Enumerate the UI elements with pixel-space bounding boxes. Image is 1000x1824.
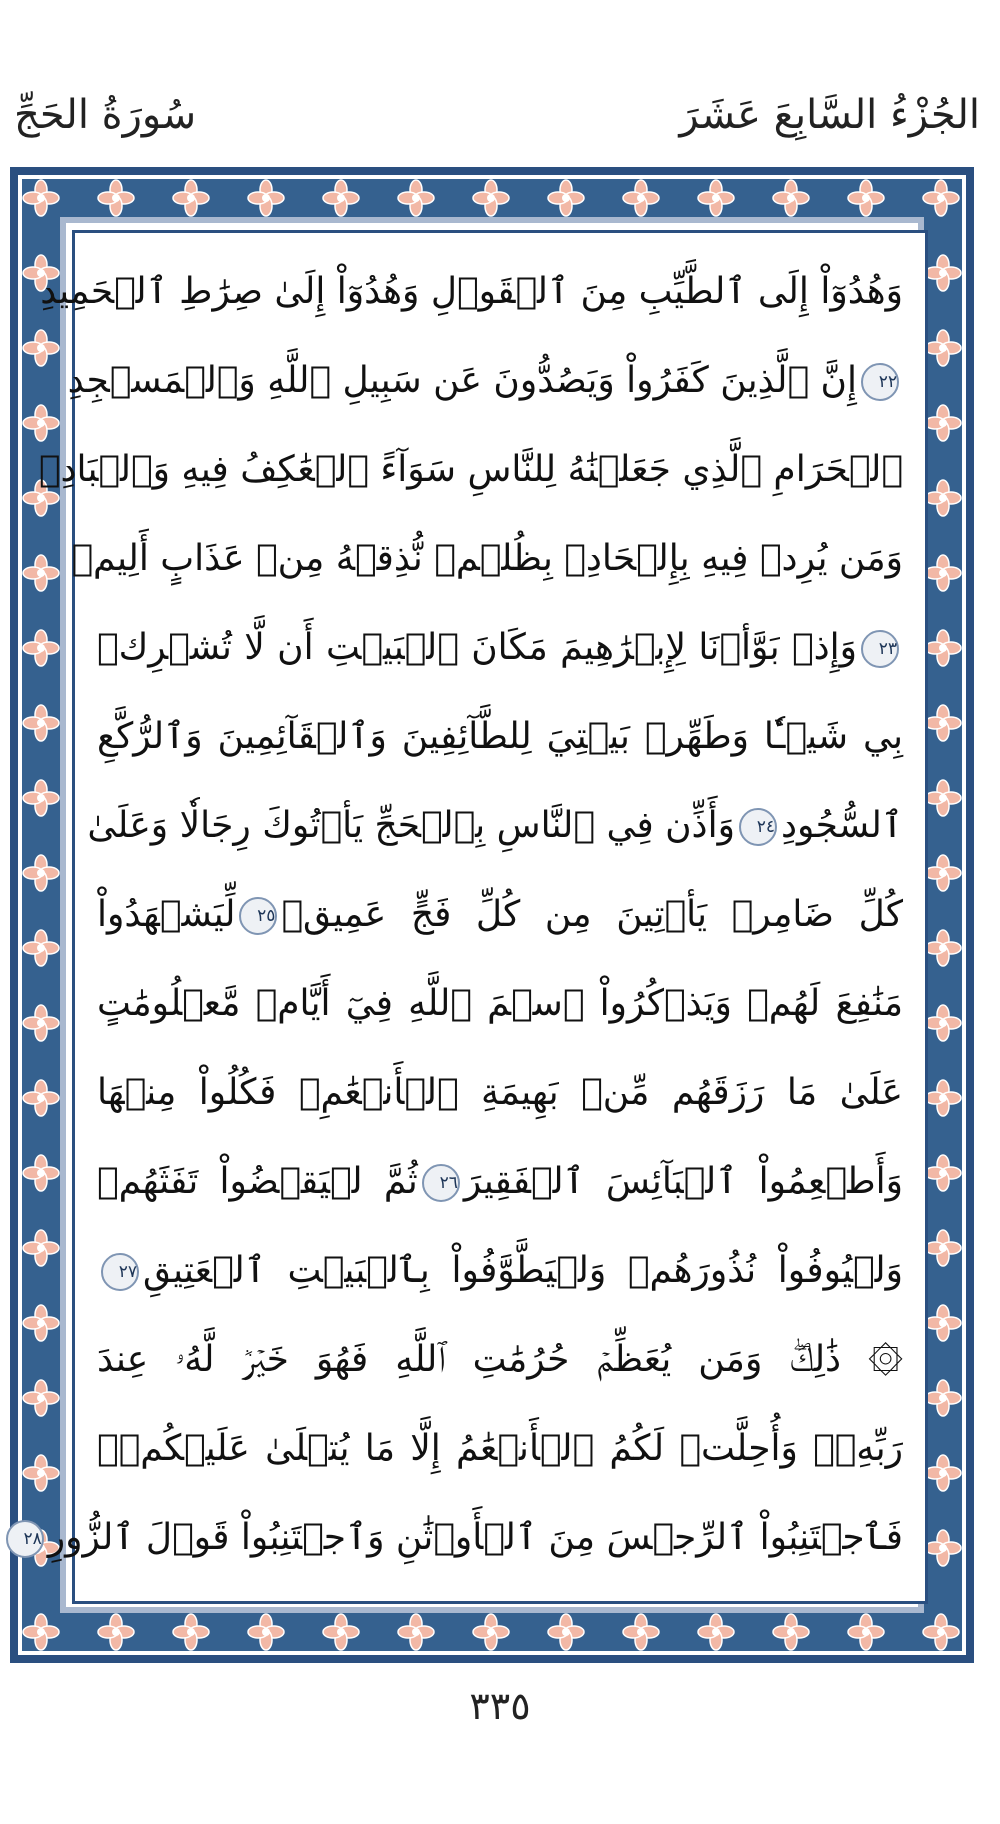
quran-text-panel [23,230,928,1604]
quran-line [97,609,903,687]
quran-line [97,965,903,1043]
quran-line [97,698,903,776]
ayah-number-marker: ٢٣ [861,630,899,668]
quran-line [40,253,903,331]
ayah-number-marker: ٢٥ [239,897,277,935]
verse-text: مَنَٰفِعَ لَهُمۡ وَيَذۡكُرُواْ ٱسۡمَ ٱللَّهِ فِيٓ أَيَّامٖ مَّعۡلُومَٰتٍ [97,983,903,1024]
quran-line [97,1232,903,1310]
verse-text: ۞ ذَٰلِكَۖ وَمَن يُعَظِّمۡ حُرُمَٰتِ ٱللَّهِ فَهُوَ خَيۡرٞ لَّهُۥ عِندَ [97,1339,903,1380]
ayah-number-marker: ٢٦ [422,1164,460,1202]
quran-line [97,1143,903,1221]
verse-text: ثُمَّ لۡيَقۡضُواْ تَفَثَهُمۡ [97,1161,418,1202]
quran-line [97,876,903,954]
ayah-number-marker: ٢٨ [6,1520,44,1558]
verse-text: فَٱجۡتَنِبُواْ ٱلرِّجۡسَ مِنَ ٱلۡأَوۡثَٰنِ وَٱجۡتَنِبُواْ قَوۡلَ ٱلزُّورِ [47,1517,903,1558]
quran-line [23,1499,903,1577]
verse-text: إِنَّ ٱلَّذِينَ كَفَرُواْ وَيَصُدُّونَ عَن سَبِيلِ ٱللَّهِ وَٱلۡمَسۡجِدِ [67,360,857,401]
quran-line [97,1054,903,1132]
verse-text: كُلِّ ضَامِرٖ يَأۡتِينَ مِن كُلِّ فَجٍّ عَمِيقٖ [281,894,903,935]
verse-text: وَإِذۡ بَوَّأۡنَا لِإِبۡرَٰهِيمَ مَكَانَ ٱلۡبَيۡتِ أَن لَّا تُشۡرِكۡ [97,627,857,668]
ayah-number-marker: ٢٧ [101,1253,139,1291]
verse-text: وَأَطۡعِمُواْ ٱلۡبَآئِسَ ٱلۡفَقِيرَ [463,1161,903,1202]
ayah-number-marker: ٢٢ [861,363,899,401]
verse-text: وَلۡيُوفُواْ نُذُورَهُمۡ وَلۡيَطَّوَّفُواْ بِٱلۡبَيۡتِ ٱلۡعَتِيقِ [143,1250,903,1291]
surah-name: سُورَةُ الحَجِّ [14,92,197,138]
verse-text: وَأَذِّن فِي ٱلنَّاسِ بِٱلۡحَجِّ يَأۡتُوكَ رِجَالٗا وَعَلَىٰ [87,805,735,846]
quran-line [87,787,903,865]
ayah-number-marker: ٢٤ [739,808,777,846]
verse-text: بِي شَيۡـٔٗا وَطَهِّرۡ بَيۡتِيَ لِلطَّآئِفِينَ وَٱلۡقَآئِمِينَ وَٱلرُّكَّعِ [97,716,903,757]
page-number: ٣٣٥ [469,1684,531,1728]
quran-line [97,1410,903,1488]
quran-line [38,431,903,509]
verse-text: وَمَن يُرِدۡ فِيهِ بِإِلۡحَادِۭ بِظُلۡمٖ نُّذِقۡهُ مِنۡ عَذَابٍ أَلِيمٖ [71,538,903,579]
quran-line [97,1321,903,1399]
quran-line [71,520,903,598]
verse-text: عَلَىٰ مَا رَزَقَهُم مِّنۢ بَهِيمَةِ ٱلۡأَنۡعَٰمِۖ فَكُلُواْ مِنۡهَا [97,1072,903,1113]
verse-text: رَبِّهِۦۗ وَأُحِلَّتۡ لَكُمُ ٱلۡأَنۡعَٰمُ إِلَّا مَا يُتۡلَىٰ عَلَيۡكُمۡۖ [97,1428,903,1469]
verse-text: ٱلسُّجُودِ [780,805,903,846]
juz-name: الجُزْءُ السَّابِعَ عَشَرَ [679,92,980,138]
verse-text: ٱلۡحَرَامِ ٱلَّذِي جَعَلۡنَٰهُ لِلنَّاسِ سَوَآءً ٱلۡعَٰكِفُ فِيهِ وَٱلۡبَادِۚ [38,449,903,490]
page-header [0,92,1000,162]
verse-text: لِّيَشۡهَدُواْ [97,894,236,935]
verse-text: وَهُدُوٓاْ إِلَى ٱلطَّيِّبِ مِنَ ٱلۡقَوۡلِ وَهُدُوٓاْ إِلَىٰ صِرَٰطِ ٱلۡحَمِيدِ [40,271,903,312]
quran-line [67,342,903,420]
